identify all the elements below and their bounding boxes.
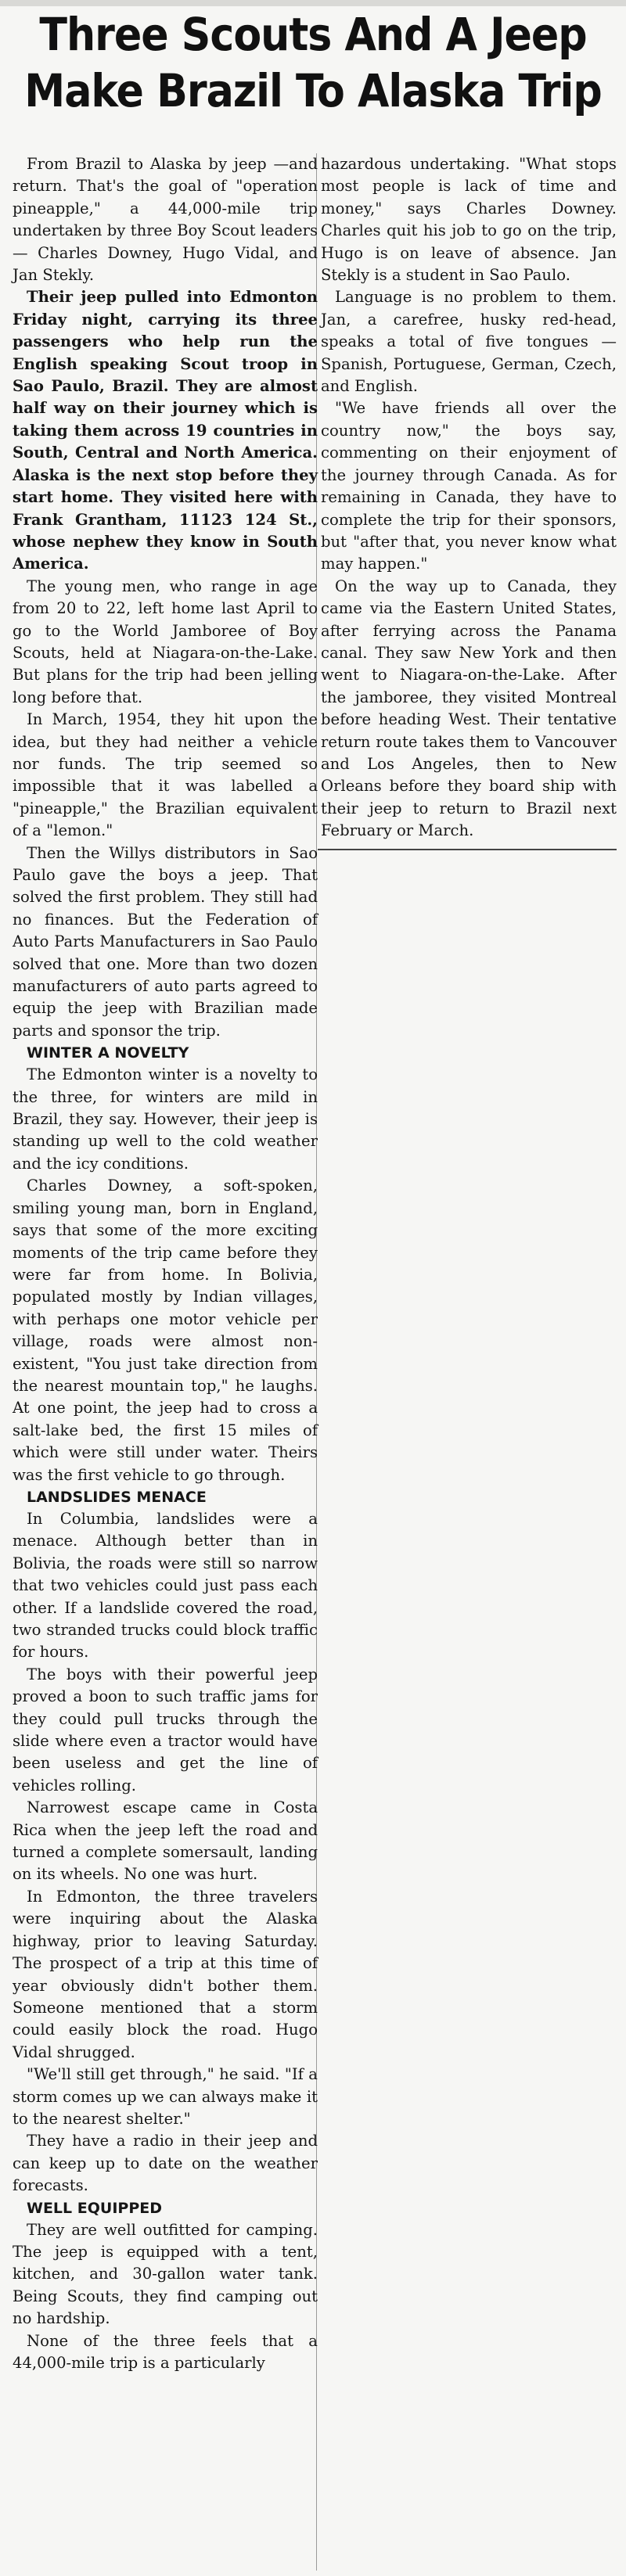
article-paragraph: In Edmonton, the three travelers were inquiring about the Alaska highway, prior to leaving Saturday. The prospect of a trip at this time of year obviously didn't bother them. Someone mentioned that a storm could easily block the road. Hugo Vidal shrugged.: [13, 1887, 318, 2061]
article-paragraph: "We have friends all over the country now," the boys say, commenting on their enjoyment of the journey through Canada. As for remaining in Canada, they have to complete the trip for their sponsors, but "after that, you never know what may happen.": [321, 399, 617, 573]
headline: Three Scouts And A Jeep Make Brazil To Alaska Trip: [24, 8, 602, 117]
left-column: [13, 153, 318, 2374]
article-paragraph: "We'll still get through," he said. "If a storm comes up we can always make it to the nearest shelter.": [13, 2065, 318, 2128]
right-column: [321, 153, 617, 842]
article-paragraph: They have a radio in their jeep and can keep up to date on the weather forecasts.: [13, 2132, 318, 2195]
article-paragraph: From Brazil to Alaska by jeep —and return. That's the goal of "operation pineapple," a 44,000-mile trip undertaken by three Boy Scout leaders — Charles Downey, Hugo Vidal, and Jan Stekly.: [13, 155, 318, 285]
top-strip: [0, 0, 626, 6]
article-paragraph: Charles Downey, a soft-spoken, smiling young man, born in England, says that some of the more exciting moments of the trip came before they were far from home. In Bolivia, populated mostly by Indian villages, with perhaps one motor vehicle per village, roads were almost non-existent, "You just take direction from the nearest mountain top," he laughs. At one point, the jeep had to cross a salt-lake bed, the first 15 miles of which were still under water. Theirs was the first vehicle to go through.: [13, 1177, 318, 1484]
article-paragraph: They are well outfitted for camping. The jeep is equipped with a tent, kitchen, and 30-gallon water tank. Being Scouts, they find camping out no hardship.: [13, 2220, 318, 2328]
article-paragraph: Narrowest escape came in Costa Rica when the jeep left the road and turned a complete somersault, landing on its wheels. No one was hurt.: [13, 1798, 318, 1884]
article-paragraph: None of the three feels that a 44,000-mile trip is a particularly: [13, 2331, 318, 2372]
article-paragraph: Language is no problem to them. Jan, a carefree, husky red-head, speaks a total of five tongues — Spanish, Portuguese, German, Czech, and English.: [321, 288, 617, 396]
article-paragraph: In Columbia, landslides were a menace. Although better than in Bolivia, the roads were still so narrow that two vehicles could just pass each other. If a landslide covered the road, two stranded trucks could block traffic for hours.: [13, 1509, 318, 1662]
column-end-rule: [318, 849, 617, 850]
article-paragraph: On the way up to Canada, they came via the Eastern United States, after ferrying across the Panama canal. They saw New York and then went to Niagara-on-the-Lake. After the jamboree, they visited Montreal before heading West. Their tentative return route takes them to Vancouver and Los Angeles, then to New Orleans before they board ship with their jeep to return to Brazil next February or March.: [321, 577, 617, 840]
section-subhead: WINTER A NOVELTY: [27, 1044, 189, 1062]
article-paragraph: The young men, who range in age from 20 to 22, left home last April to go to the World Jamboree of Boy Scouts, held at Niagara-on-the-Lake. But plans for the trip had been jelling long before that.: [13, 577, 318, 706]
article-paragraph: Their jeep pulled into Edmonton Friday night, carrying its three passengers who help run the English speaking Scout troop in Sao Paulo, Brazil. They are almost half way on their journey which is taking them across 19 countries in South, Central and North America. Alaska is the next stop before they start home. They visited here with Frank Grantham, 11123 124 St., whose nephew they know in South America.: [13, 288, 318, 573]
article-paragraph: Then the Willys distributors in Sao Paulo gave the boys a jeep. That solved the first problem. They still had no finances. But the Federation of Auto Parts Manufacturers in Sao Paulo solved that one. More than two dozen manufacturers of auto parts agreed to equip the jeep with Brazilian made parts and sponsor the trip.: [13, 843, 318, 1040]
article-paragraph: The Edmonton winter is a novelty to the three, for winters are mild in Brazil, they say. However, their jeep is standing up well to the cold weather and the icy conditions.: [13, 1065, 318, 1173]
article-paragraph: In March, 1954, they hit upon the idea, but they had neither a vehicle nor funds. The trip seemed so impossible that it was labelled a "pineapple," the Brazilian equivalent of a "lemon.": [13, 710, 318, 840]
article-paragraph: The boys with their powerful jeep proved a boon to such traffic jams for they could pull trucks through the slide where even a tractor would have been useless and get the line of vehicles rolling.: [13, 1665, 318, 1795]
section-subhead: LANDSLIDES MENACE: [27, 1488, 207, 1506]
section-subhead: WELL EQUIPPED: [27, 2199, 162, 2217]
article-paragraph: hazardous undertaking. "What stops most people is lack of time and money," says Charles Downey. Charles quit his job to go on the trip, Hugo is on leave of absence. Jan Stekly is a student in Sao Paulo.: [321, 155, 617, 285]
